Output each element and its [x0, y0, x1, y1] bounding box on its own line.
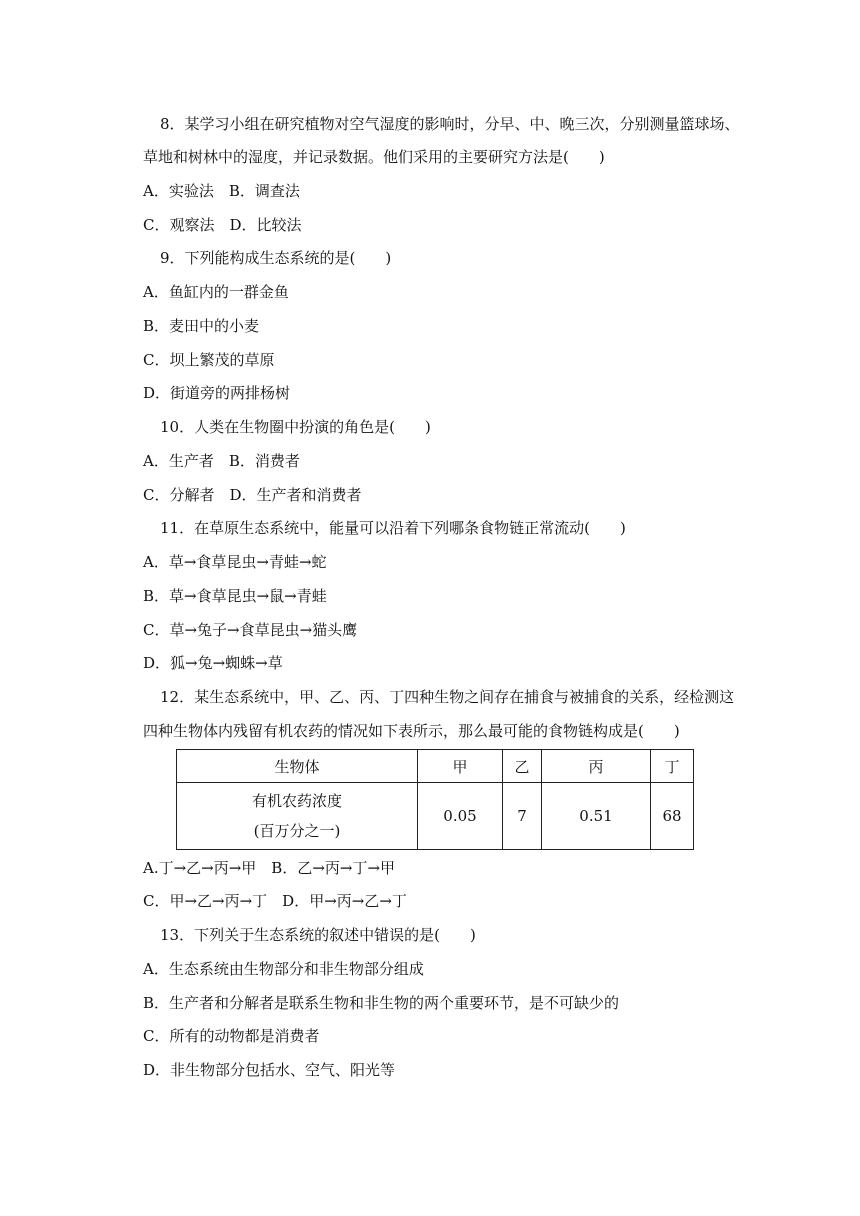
table-header-yi: 乙 [503, 750, 542, 783]
table-row-label [177, 783, 418, 850]
q12-options-ab: A.丁→乙→丙→甲 B．乙→丙→丁→甲 [143, 859, 396, 877]
q10-options-cd: C．分解者 D．生产者和消费者 [143, 486, 362, 504]
q11-option-c: C．草→兔子→食草昆虫→猫头鹰 [143, 621, 358, 639]
table-header-bing: 丙 [542, 750, 651, 783]
q8-options-cd: C．观察法 D．比较法 [143, 216, 302, 234]
table-row-label-line-2: (百万分之一) [253, 822, 341, 840]
q13-option-b: B．生产者和分解者是联系生物和非生物的两个重要环节，是不可缺少的 [143, 994, 620, 1012]
q9-stem: 9．下列能构成生态系统的是( ) [160, 249, 392, 267]
q12-stem-line-1: 12．某生态系统中，甲、乙、丙、丁四种生物之间存在捕食与被捕食的关系，经检测这 [160, 688, 735, 706]
q8-stem-line-2: 草地和树林中的湿度，并记录数据。他们采用的主要研究方法是( ) [143, 148, 605, 166]
q9-option-a: A．鱼缸内的一群金鱼 [143, 283, 289, 301]
table-header-jia: 甲 [418, 750, 503, 783]
table-cell-bing: 0.51 [542, 783, 651, 850]
q10-options-ab: A．生产者 B．消费者 [143, 452, 300, 470]
q10-stem: 10．人类在生物圈中扮演的角色是( ) [160, 418, 431, 436]
q8-options-ab: A．实验法 B．调查法 [143, 182, 300, 200]
q12-options-cd: C．甲→乙→丙→丁 D．甲→丙→乙→丁 [143, 892, 407, 910]
q13-stem: 13．下列关于生态系统的叙述中错误的是( ) [160, 926, 476, 944]
table-row-label-line-1: 有机农药浓度 [251, 792, 342, 810]
table-header-row [177, 750, 694, 783]
table-cell-yi: 7 [503, 783, 542, 850]
q13-option-c: C．所有的动物都是消费者 [143, 1027, 320, 1045]
q8-stem-line-1: 8．某学习小组在研究植物对空气湿度的影响时，分早、中、晚三次，分别测量篮球场、 [160, 115, 740, 133]
pesticide-table [176, 749, 694, 850]
q9-option-b: B．麦田中的小麦 [143, 317, 260, 335]
table-header-ding: 丁 [651, 750, 694, 783]
table-header-organism: 生物体 [177, 750, 418, 783]
table-row [177, 783, 694, 850]
q9-option-d: D．街道旁的两排杨树 [143, 384, 291, 402]
table-cell-ding: 68 [651, 783, 694, 850]
q9-option-c: C．坝上繁茂的草原 [143, 351, 275, 369]
table-cell-jia: 0.05 [418, 783, 503, 850]
q11-stem: 11．在草原生态系统中，能量可以沿着下列哪条食物链正常流动( ) [160, 519, 626, 537]
q11-option-a: A．草→食草昆虫→青蛙→蛇 [143, 553, 327, 571]
q11-option-d: D．狐→兔→蜘蛛→草 [143, 654, 283, 672]
q13-option-d: D．非生物部分包括水、空气、阳光等 [143, 1061, 396, 1079]
q12-stem-line-2: 四种生物体内残留有机农药的情况如下表所示，那么最可能的食物链构成是( ) [143, 722, 680, 740]
q13-option-a: A．生态系统由生物部分和非生物部分组成 [143, 960, 424, 978]
q11-option-b: B．草→食草昆虫→鼠→青蛙 [143, 587, 327, 605]
